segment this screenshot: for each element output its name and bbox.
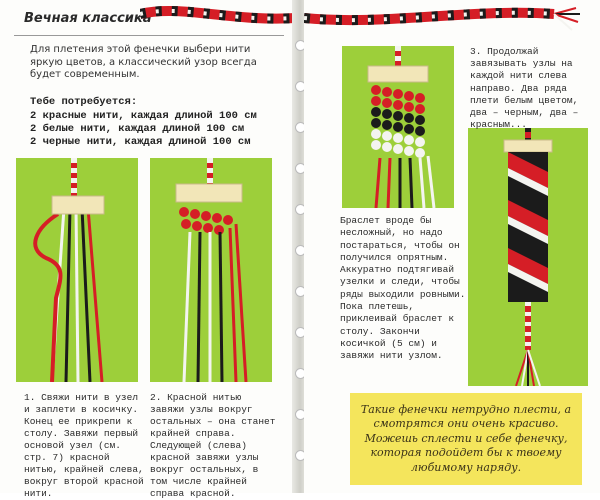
step3a-bracelet-illustration bbox=[342, 46, 454, 208]
step3a-photo bbox=[342, 46, 454, 208]
finished-bracelet-illustration bbox=[468, 128, 588, 386]
finished-bracelet-photo bbox=[468, 128, 588, 386]
intro-text: Для плетения этой фенечки выбери нити яркую цветов, а классический узор всегда будет современным. bbox=[30, 44, 257, 80]
page-title: Вечная классика bbox=[24, 11, 152, 26]
step2-caption: 2. Красной нитью завяжи узлы вокруг остальных – она станет крайней справа. Следующей (слева) красной завяжи узлы вокруг остальных, в том числе крайней справа красной. bbox=[150, 392, 276, 499]
step2-photo bbox=[150, 158, 272, 382]
materials-item-black: 2 черные нити, каждая длиной 100 см bbox=[30, 136, 251, 148]
materials-item-white: 2 белые нити, каждая длиной 100 см bbox=[30, 123, 245, 135]
step1-photo bbox=[16, 158, 138, 382]
materials-list bbox=[30, 110, 257, 149]
materials-heading: Тебе потребуется: bbox=[30, 96, 138, 108]
left-page bbox=[0, 0, 296, 499]
highlight-note bbox=[350, 393, 582, 485]
step2-threads-illustration bbox=[150, 158, 272, 382]
step3-caption: 3. Продолжай завязывать узлы на каждой нити слева направо. Два ряда плети белым цветом, два – черным, два – красным... bbox=[470, 46, 579, 131]
highlight-note-text: Такие фенечки нетрудно плести, а смотрятся они очень красиво. Можешь сплести и себе фенечку, которая подойдет бы к твоему любимому наряду. bbox=[360, 402, 572, 474]
materials-item-red: 2 красные нити, каждая длиной 100 см bbox=[30, 110, 257, 122]
header-braid-illustration bbox=[140, 0, 296, 30]
header-braid-right-illustration bbox=[304, 0, 600, 44]
step1-threads-illustration bbox=[16, 158, 138, 382]
bracelet-tips-text: Браслет вроде бы несложный, но надо постараться, чтобы он получился опрятным. Аккуратно подтягивай узелки и следи, чтобы ряды выходили ровными. Пока плетешь, приклеивай браслет к столу. Закончи косичкой (5 см) и завяжи нити узлом. bbox=[340, 215, 466, 362]
step1-caption: 1. Свяжи нити в узел и заплети в косичку. Конец ее прикрепи к столу. Завяжи первый основой узел (см. стр. 7) красной нитью, крайней слева, вокруг второй красной нити. bbox=[24, 392, 144, 499]
title-rule bbox=[14, 35, 284, 36]
